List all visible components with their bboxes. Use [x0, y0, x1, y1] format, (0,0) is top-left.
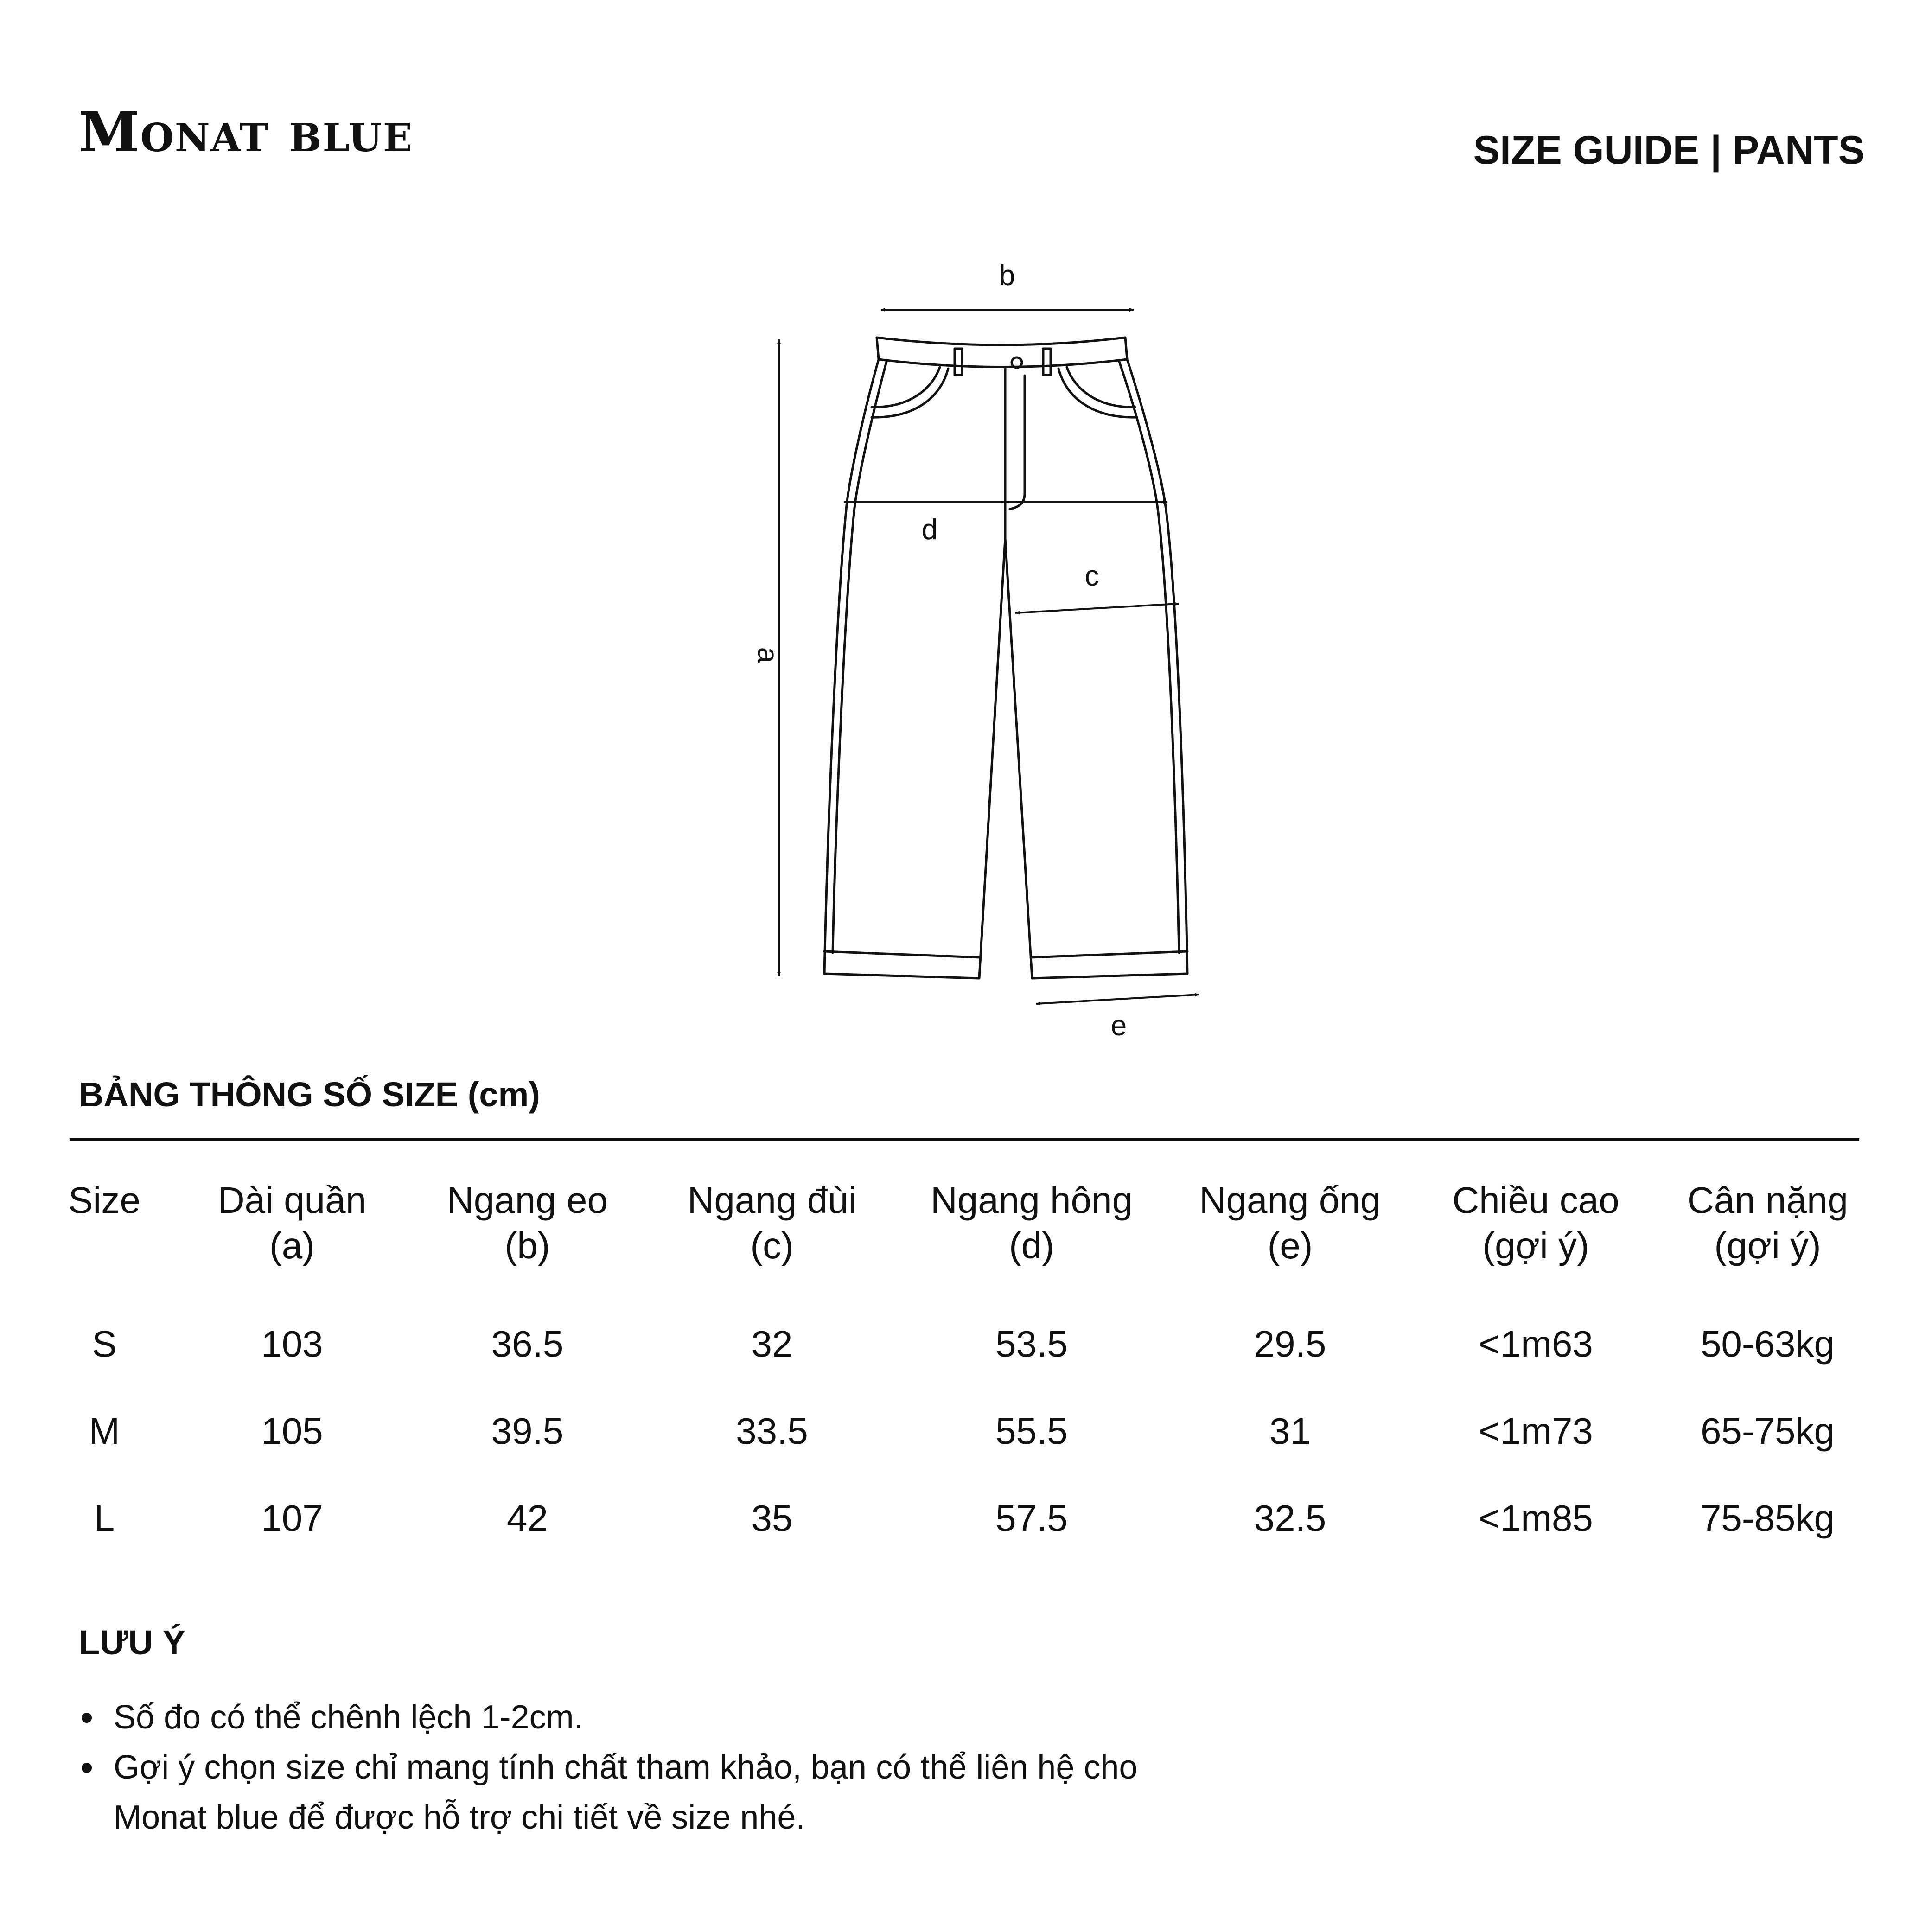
table-cell: 107 — [261, 1498, 323, 1539]
notes-title: LƯU Ý — [79, 1623, 185, 1662]
table-row — [28, 1388, 1873, 1475]
col-header-waist: Ngang eo (b) — [447, 1180, 608, 1266]
col-header-size: Size — [68, 1180, 140, 1221]
table-cell: 75-85kg — [1700, 1498, 1835, 1539]
fly-stitch — [1010, 376, 1025, 509]
belt-loop-left — [955, 349, 962, 375]
table-cell: 57.5 — [995, 1498, 1068, 1539]
table-cell: <1m85 — [1479, 1498, 1593, 1539]
table-cell: 35 — [751, 1498, 793, 1539]
col-header-length: Dài quần (a) — [217, 1180, 367, 1266]
pants-diagram — [695, 241, 1252, 1076]
table-cell: 105 — [261, 1410, 323, 1452]
col-header-weight: Cân nặng (gợi ý) — [1687, 1180, 1848, 1266]
note-text: Gợi ý chọn size chỉ mang tính chất tham khảo, bạn có thể liên hệ cho Monat blue để được hỗ trợ chi tiết về size nhé. — [114, 1749, 1138, 1836]
col-header-height: Chiều cao (gợi ý) — [1452, 1180, 1620, 1266]
table-cell: 29.5 — [1254, 1323, 1326, 1365]
hem-left — [824, 951, 980, 957]
pocket-right — [1067, 367, 1135, 407]
size-table-title: BẢNG THÔNG SỐ SIZE (cm) — [79, 1075, 540, 1114]
size-table — [28, 1178, 1873, 1562]
table-cell: 65-75kg — [1700, 1410, 1835, 1452]
notes-list — [79, 1692, 1192, 1843]
table-cell: 39.5 — [491, 1410, 564, 1452]
note-item — [79, 1692, 1192, 1742]
label-e: e — [1110, 1010, 1127, 1042]
table-cell: 50-63kg — [1700, 1323, 1835, 1365]
note-item — [79, 1742, 1192, 1843]
table-cell: <1m63 — [1479, 1323, 1593, 1365]
table-cell: M — [89, 1410, 120, 1452]
label-a: a — [752, 647, 784, 663]
label-b: b — [999, 260, 1015, 292]
table-cell: 103 — [261, 1323, 323, 1365]
pocket-left — [872, 367, 940, 407]
side-seam-left — [833, 362, 886, 953]
table-row — [28, 1475, 1873, 1562]
brand-logo: Monat blue — [79, 100, 414, 164]
hem-right — [1031, 951, 1187, 957]
guide-title: SIZE GUIDE | PANTS — [1473, 128, 1865, 172]
table-cell: 31 — [1269, 1410, 1311, 1452]
table-cell: 32.5 — [1254, 1498, 1326, 1539]
table-header-row — [28, 1178, 1873, 1301]
table-cell: 55.5 — [995, 1410, 1068, 1452]
belt-loop-right — [1043, 349, 1051, 375]
col-header-thigh: Ngang đùi (c) — [687, 1180, 857, 1266]
table-cell: 53.5 — [995, 1323, 1068, 1365]
bullet-icon — [82, 1763, 92, 1773]
measure-e-arrow — [1036, 995, 1199, 1004]
table-cell: 42 — [507, 1498, 548, 1539]
table-cell: L — [94, 1498, 115, 1539]
table-cell: 33.5 — [736, 1410, 808, 1452]
table-cell: <1m73 — [1479, 1410, 1593, 1452]
label-d: d — [921, 514, 938, 546]
label-c: c — [1084, 560, 1099, 592]
col-header-hip: Ngang hông (d) — [931, 1180, 1133, 1266]
side-seam-right — [1119, 362, 1179, 953]
table-cell: 36.5 — [491, 1323, 564, 1365]
waistband — [877, 338, 1127, 367]
note-text: Số đo có thể chênh lệch 1-2cm. — [114, 1699, 583, 1736]
table-row — [28, 1301, 1873, 1388]
bullet-icon — [82, 1713, 92, 1723]
measure-c-arrow — [1015, 604, 1179, 613]
col-header-hem: Ngang ống (e) — [1199, 1180, 1381, 1266]
table-cell: 32 — [751, 1323, 793, 1365]
divider — [70, 1138, 1859, 1141]
table-cell: S — [92, 1323, 117, 1365]
pants-drawing — [695, 241, 1252, 1076]
